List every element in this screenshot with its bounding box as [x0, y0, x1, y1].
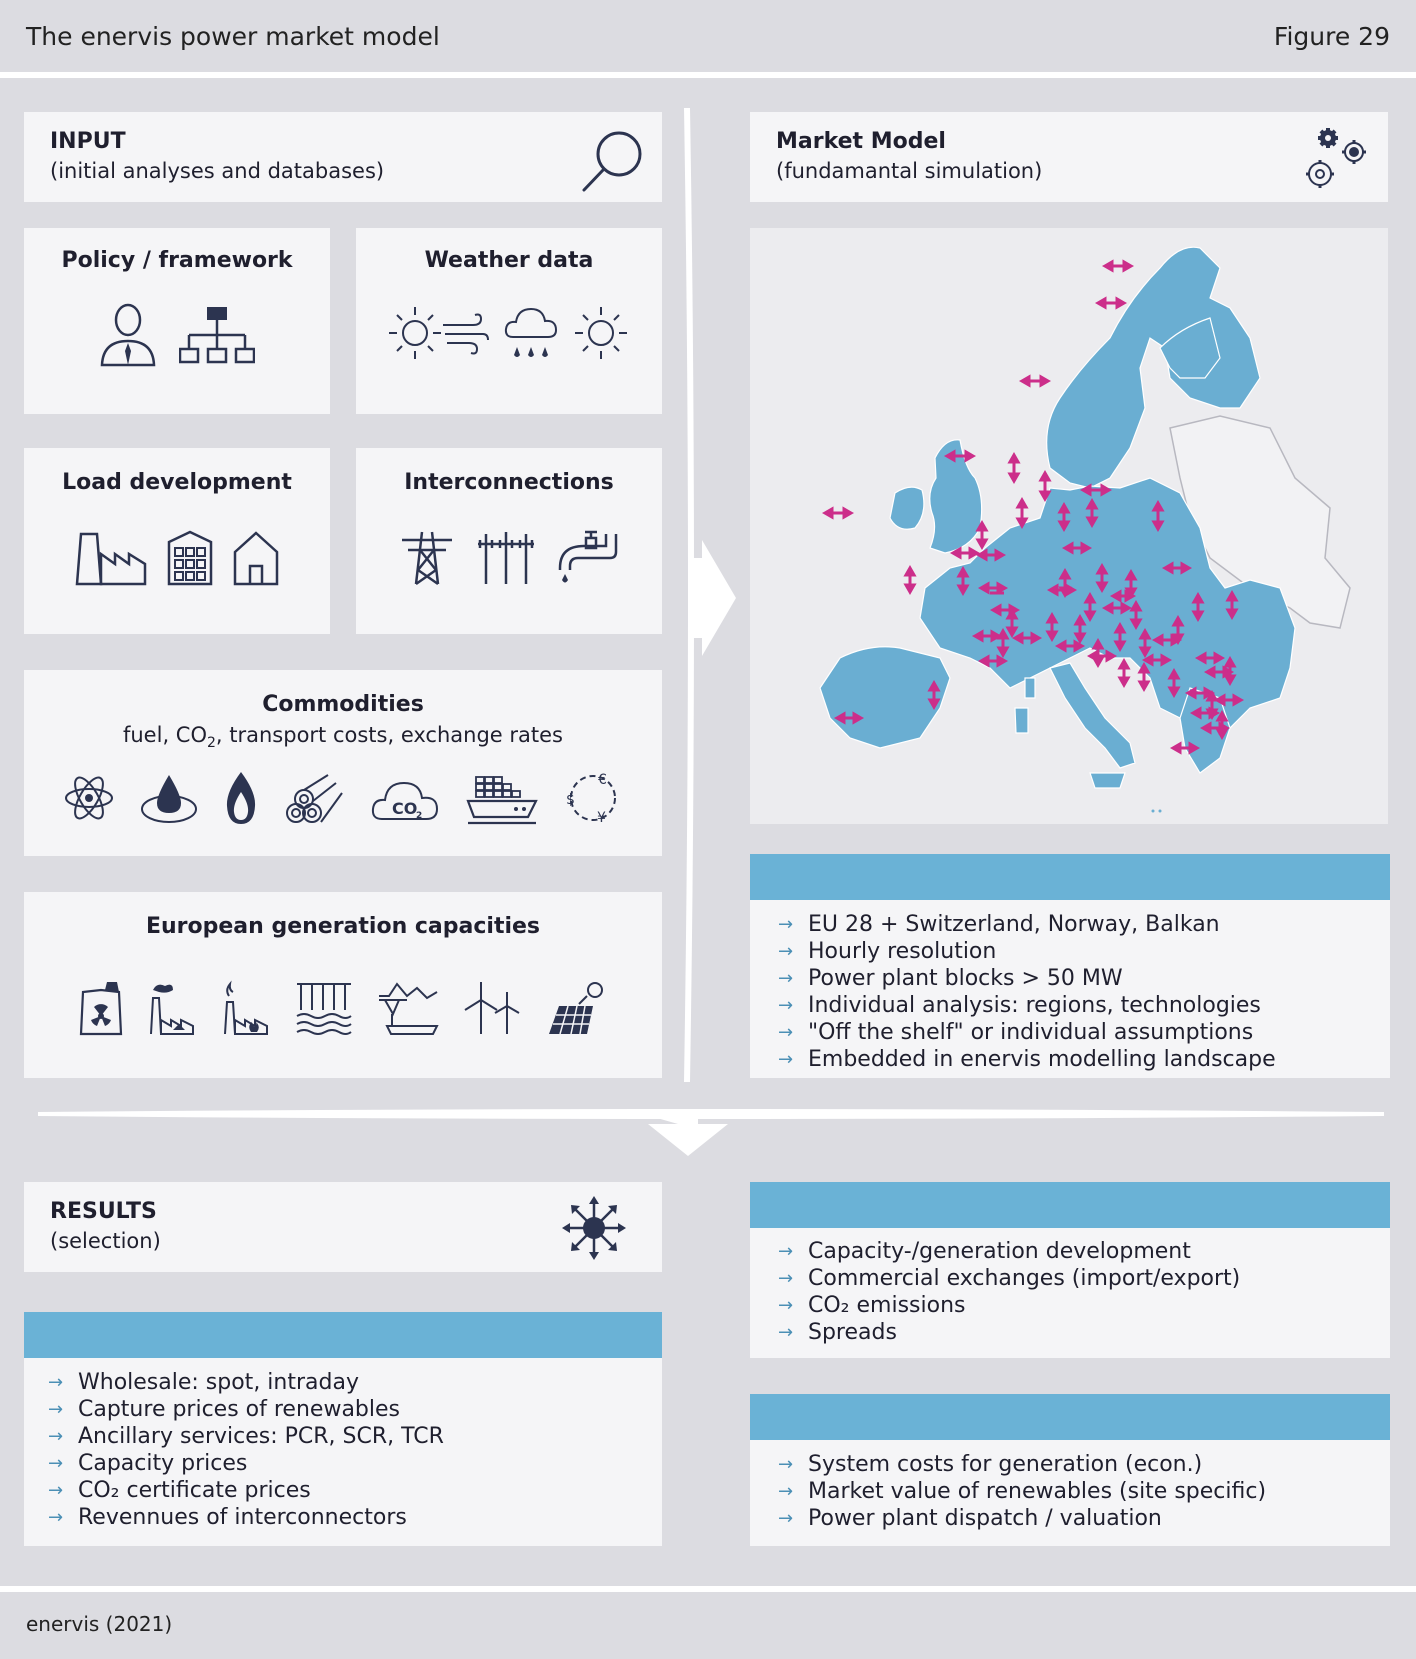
sun-icon	[573, 303, 629, 363]
gears-icon	[1304, 128, 1370, 190]
capacities-title: European generation capacities	[145, 914, 541, 939]
list-item: → Ancillary services: PCR, SCR, TCR	[48, 1424, 444, 1449]
svg-text:CO: CO	[392, 799, 418, 818]
rain-cloud-icon	[503, 303, 559, 363]
list-item: → Wholesale: spot, intraday	[48, 1370, 359, 1395]
list-item: → Embedded in enervis modelling landscape	[778, 1047, 1276, 1072]
nuclear-plant-icon	[79, 980, 123, 1036]
svg-text:¥: ¥	[597, 810, 606, 826]
pylon-icon	[400, 530, 454, 586]
load-tile	[24, 448, 330, 634]
offshore-icon	[377, 980, 439, 1036]
weather-tile	[356, 228, 662, 414]
org-chart-icon	[179, 305, 255, 365]
capacities-tile	[24, 892, 662, 1078]
interconnections-tile	[356, 448, 662, 634]
policy-tile	[24, 228, 330, 414]
list-item: → Power plant dispatch / valuation	[778, 1506, 1162, 1531]
commodities-title: Commodities	[262, 692, 424, 717]
list-item: → Individual analysis: regions, technologies	[778, 993, 1261, 1018]
results-system-box	[750, 1228, 1390, 1358]
header-divider	[0, 72, 1416, 78]
svg-text:€: €	[598, 772, 607, 788]
results-costs-bar	[750, 1394, 1390, 1440]
svg-text:2: 2	[416, 811, 423, 821]
results-system-list	[772, 1238, 1240, 1346]
results-subtitle: (selection)	[50, 1229, 161, 1253]
list-item: → Spreads	[778, 1320, 897, 1345]
list-item: → EU 28 + Switzerland, Norway, Balkan	[778, 912, 1220, 937]
oil-drop-icon	[140, 771, 198, 825]
co2-cloud-icon	[370, 771, 440, 825]
list-item: → Market value of renewables (site specific)	[778, 1479, 1267, 1504]
source-note: enervis (2021)	[26, 1612, 173, 1636]
market-model-bar	[750, 854, 1390, 900]
flow-arrow-down	[38, 1108, 1384, 1158]
list-item: → CO₂ emissions	[778, 1293, 966, 1318]
wood-logs-icon	[284, 771, 344, 825]
flame-icon	[224, 770, 258, 826]
input-subtitle: (initial analyses and databases)	[50, 159, 385, 183]
list-item: → Capture prices of renewables	[48, 1397, 400, 1422]
market-model-features-list	[772, 911, 1276, 1073]
list-item: → Revennues of interconnectors	[48, 1505, 407, 1530]
commodities-tile	[24, 670, 662, 856]
solar-panel-icon	[547, 980, 607, 1036]
pipeline-icon	[558, 530, 618, 586]
input-title: INPUT	[50, 129, 126, 154]
container-ship-icon	[466, 771, 538, 825]
list-item: → Capacity prices	[48, 1451, 248, 1476]
office-building-icon	[167, 530, 213, 586]
interconnections-title: Interconnections	[404, 470, 614, 495]
footer-divider	[0, 1586, 1416, 1592]
input-header-box	[24, 112, 662, 202]
figure-number: Figure 29	[1273, 22, 1390, 51]
results-prices-bar	[24, 1312, 662, 1358]
gas-plant-icon	[221, 980, 271, 1036]
svg-text:$: $	[566, 792, 575, 808]
flow-arrow-right	[640, 108, 740, 1082]
figure-title: The enervis power market model	[26, 22, 440, 51]
results-costs-list	[772, 1451, 1266, 1532]
results-costs-box	[750, 1440, 1390, 1546]
market-model-features-box	[750, 900, 1390, 1078]
results-title: RESULTS	[50, 1199, 157, 1224]
results-header-box	[24, 1182, 662, 1272]
list-item: → CO₂ certificate prices	[48, 1478, 311, 1503]
results-prices-list	[42, 1369, 444, 1531]
wind-turbine-icon	[463, 980, 523, 1036]
market-model-header-box	[750, 112, 1388, 202]
commodities-subtitle: fuel, $CO_2$, transport costs, exchange rates	[122, 723, 563, 752]
list-item: → Hourly resolution	[778, 939, 997, 964]
network-star-icon	[562, 1196, 626, 1260]
house-icon	[233, 530, 279, 586]
magnifier-icon	[579, 130, 649, 194]
sun-wind-icon	[389, 303, 489, 363]
list-item: → Capacity-/generation development	[778, 1239, 1191, 1264]
europe-map-panel	[750, 228, 1388, 824]
atom-icon	[64, 771, 114, 825]
weather-title: Weather data	[424, 248, 594, 273]
policy-title: Policy / framework	[61, 248, 293, 273]
europe-map	[750, 228, 1388, 824]
list-item: → "Off the shelf" or individual assumptions	[778, 1020, 1254, 1045]
load-title: Load development	[62, 470, 292, 495]
power-line-icon	[476, 530, 536, 586]
factory-icon	[75, 530, 147, 586]
market-model-title: Market Model	[776, 129, 946, 154]
currency-exchange-icon	[564, 770, 622, 826]
hydro-dam-icon	[295, 980, 353, 1036]
coal-plant-icon	[147, 980, 197, 1036]
results-prices-box	[24, 1358, 662, 1546]
list-item: → Power plant blocks > 50 MW	[778, 966, 1123, 991]
results-system-bar	[750, 1182, 1390, 1228]
list-item: → System costs for generation (econ.)	[778, 1452, 1203, 1477]
list-item: → Commercial exchanges (import/export)	[778, 1266, 1241, 1291]
person-icon	[99, 303, 157, 367]
market-model-subtitle: (fundamantal simulation)	[776, 159, 1043, 183]
